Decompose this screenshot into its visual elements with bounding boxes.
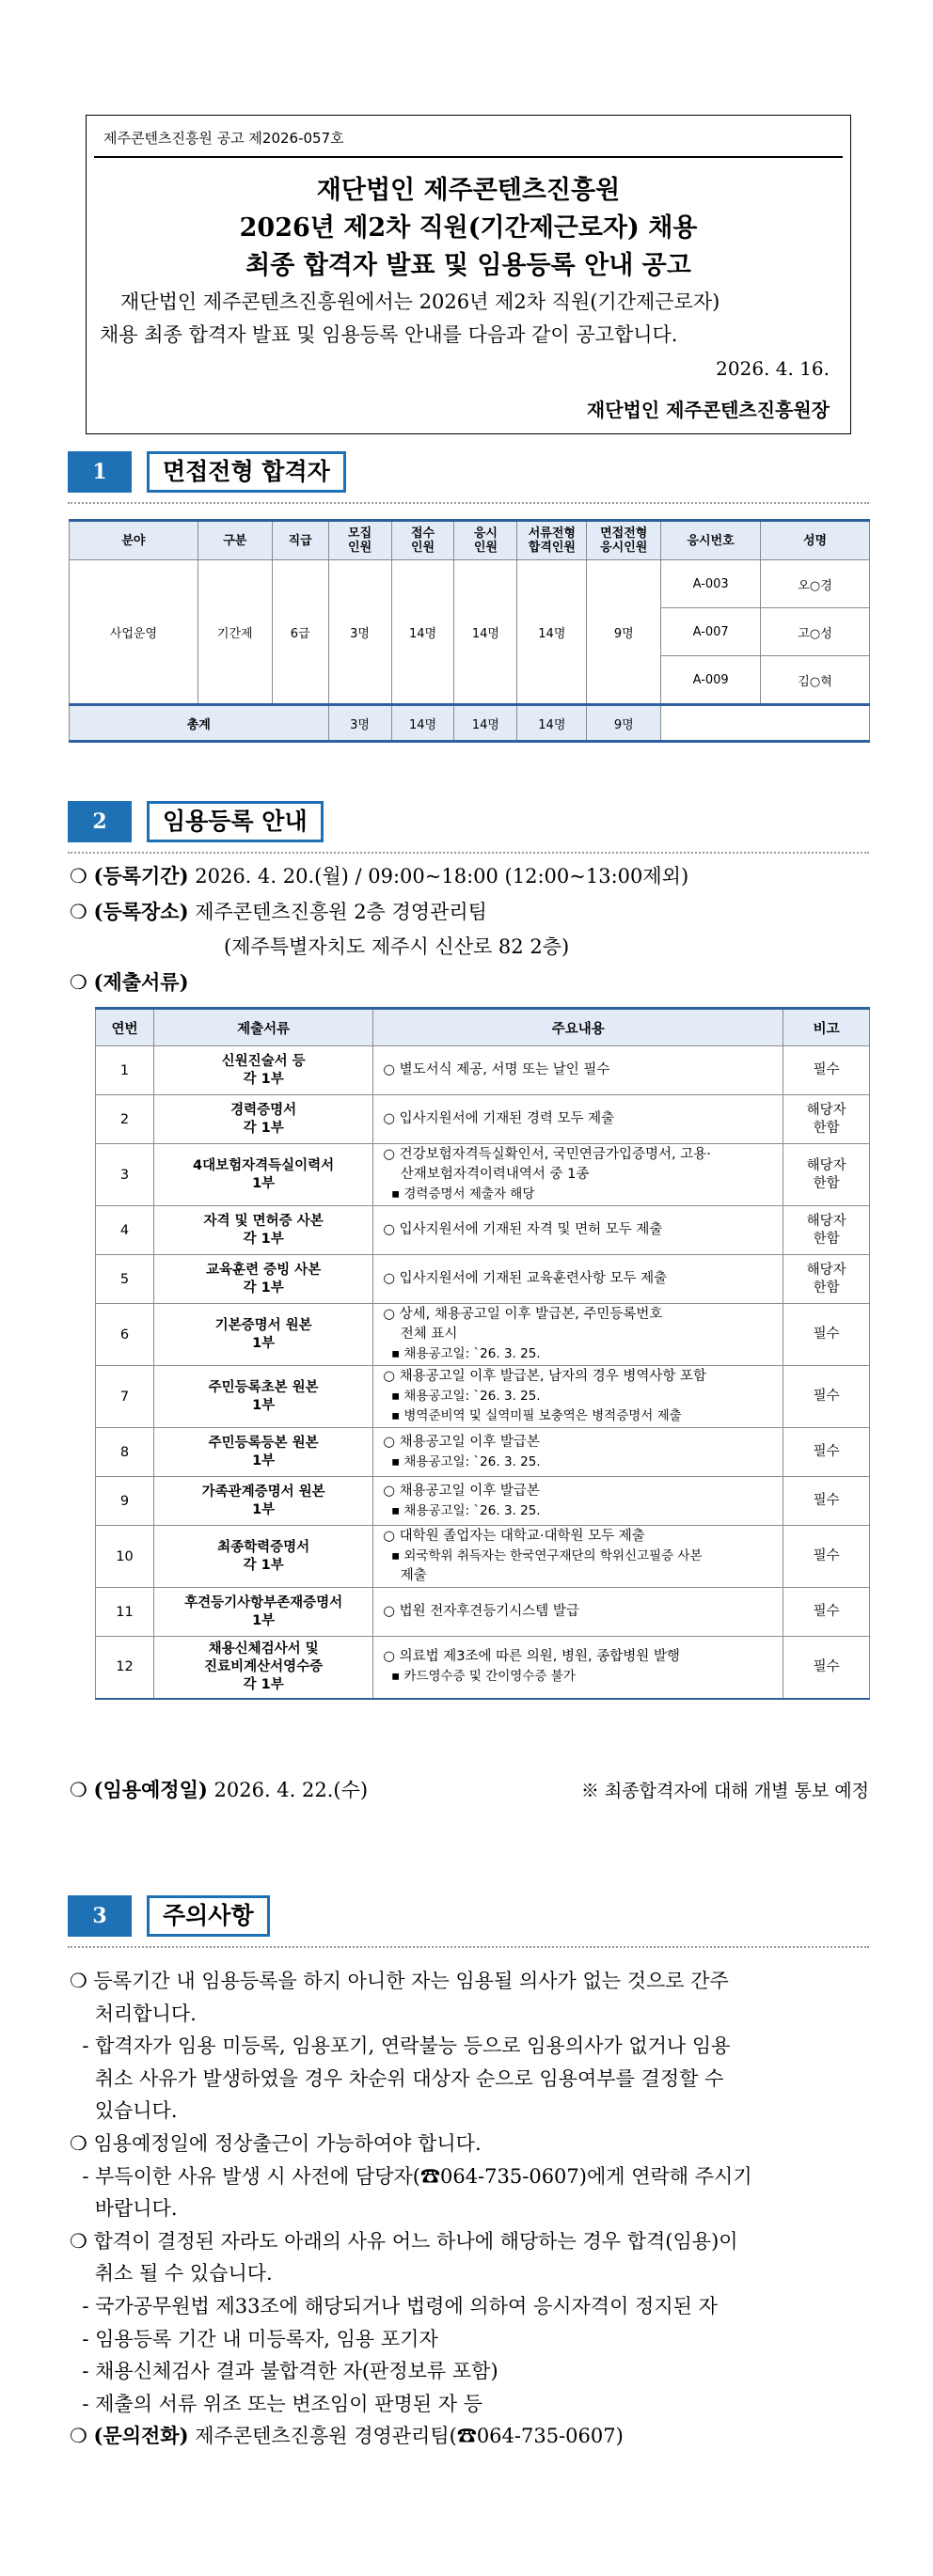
doc-name: 경력증명서 <box>230 1102 297 1118</box>
caution-line: 취소 될 수 있습니다. <box>70 2262 273 2285</box>
doc-content-line: ▪ 채용공고일: `26. 3. 25. <box>383 1502 541 1518</box>
doc-content-line: 제출 <box>383 1568 427 1583</box>
doc-content-cell <box>373 1526 783 1588</box>
section-1-rule <box>68 502 869 504</box>
caution-line: ❍ 임용예정일에 정상출근이 가능하여야 합니다. <box>70 2132 482 2155</box>
total-recruit: 3명 <box>328 705 391 742</box>
cell-field: 사업운영 <box>70 560 198 705</box>
cell-exam-no: A-007 <box>661 608 761 656</box>
doc-note-cell <box>783 1588 870 1637</box>
title-line-3: 최종 합격자 발표 및 임용등록 안내 공고 <box>245 251 691 280</box>
doc-name-cell <box>153 1144 372 1206</box>
doc-quantity: 진료비계산서영수증 각 1부 <box>204 1658 324 1692</box>
doc-content-line: ○ 입사지원서에 기재된 교육훈련사항 모두 제출 <box>383 1271 668 1286</box>
doc-name: 가족관계증명서 원본 <box>201 1484 325 1500</box>
doc-note-cell <box>783 1144 870 1206</box>
doc-name: 4대보험자격득실이력서 <box>193 1157 335 1173</box>
section-3-title: 주의사항 <box>147 1895 270 1937</box>
header-apply-text: 접수 인원 <box>410 526 435 555</box>
doc-quantity: 각 1부 <box>243 1557 284 1573</box>
doc-quantity: 1부 <box>252 1501 276 1517</box>
doc-note: 필수 <box>813 1658 840 1674</box>
contact-label: (문의전화) <box>93 2424 189 2448</box>
table-row <box>96 1095 870 1144</box>
doc-name-cell <box>153 1046 372 1095</box>
doc-note-cell <box>783 1095 870 1144</box>
title-line-1: 재단법인 제주콘텐츠진흥원 <box>316 176 621 205</box>
header-divider <box>94 156 843 158</box>
table-row <box>96 1206 870 1255</box>
doc-note: 한함 <box>813 1175 840 1191</box>
doc-name-cell <box>153 1477 372 1526</box>
doc-note-cell <box>783 1428 870 1477</box>
doc-number: 7 <box>96 1366 154 1428</box>
doc-note: 필수 <box>813 1327 840 1342</box>
doc-content-line: ○ 별도서식 제공, 서명 또는 날인 필수 <box>383 1062 610 1077</box>
header-document: 제출서류 <box>153 1009 372 1046</box>
total-row <box>70 705 870 742</box>
table-row <box>96 1637 870 1699</box>
doc-note: 해당자 <box>806 1157 846 1173</box>
header-doc-pass <box>517 521 587 560</box>
doc-content-line: ○ 의료법 제3조에 따른 의원, 병원, 종합병원 발행 <box>383 1649 680 1665</box>
header-recruit <box>328 521 391 560</box>
doc-content-line: ▪ 채용공고일: `26. 3. 25. <box>383 1453 541 1469</box>
doc-content-cell <box>373 1477 783 1526</box>
issuer-name: 재단법인 제주콘텐츠진흥원장 <box>586 399 830 421</box>
cell-exam-no: A-009 <box>661 656 761 705</box>
total-interview: 9명 <box>587 705 661 742</box>
section-2-title: 임용등록 안내 <box>147 801 324 842</box>
appoint-line: ❍ (임용예정일) 2026. 4. 22.(수) <box>70 1778 369 1801</box>
doc-content-line: ○ 건강보험자격득실확인서, 국민연금가입증명서, 고용· <box>383 1147 711 1162</box>
caution-line: ❍ 합격이 결정된 자라도 아래의 사유 어느 하나에 해당하는 경우 합격(임용)이 <box>70 2229 738 2253</box>
table-row <box>96 1255 870 1304</box>
doc-note-cell <box>783 1206 870 1255</box>
doc-name: 자격 및 면허증 사본 <box>203 1213 324 1229</box>
doc-name: 기본증명서 원본 <box>214 1317 312 1333</box>
appoint-label: (임용예정일) <box>93 1778 208 1801</box>
doc-note: 필수 <box>813 1604 840 1619</box>
required-documents-table <box>95 1007 870 1700</box>
doc-number: 4 <box>96 1206 154 1255</box>
cell-grade: 6급 <box>272 560 328 705</box>
doc-quantity: 각 1부 <box>243 1120 284 1136</box>
table-row <box>96 1304 870 1366</box>
doc-content-line: ▪ 외국학위 취득자는 한국연구재단의 학위신고필증 사본 <box>383 1548 703 1563</box>
doc-note-cell <box>783 1637 870 1699</box>
period-line: ❍ (등록기간) 2026. 4. 20.(월) / 09:00~18:00 (12:00~13:00제외) <box>70 864 689 887</box>
cell-passer-name: 오○경 <box>761 560 870 608</box>
doc-content-cell <box>373 1046 783 1095</box>
doc-quantity: 1부 <box>252 1335 276 1351</box>
total-apply: 14명 <box>391 705 454 742</box>
caution-line: ❍ 등록기간 내 임용등록을 하지 아니한 자는 임용될 의사가 없는 것으로 간주 <box>70 1970 729 1992</box>
caution-line: 취소 사유가 발생하였을 경우 차순위 대상자 순으로 임용여부를 결정할 수 <box>70 2066 724 2090</box>
doc-number: 2 <box>96 1095 154 1144</box>
caution-line: 처리합니다. <box>70 2002 197 2025</box>
doc-note-cell <box>783 1046 870 1095</box>
doc-name: 주민등록등본 원본 <box>208 1435 319 1451</box>
contact-value: 제주콘텐츠진흥원 경영관리팀(☎064-735-0607) <box>195 2425 624 2448</box>
caution-line: - 부득이한 사유 발생 시 사전에 담당자(☎064-735-0607)에게 연락해 주시기 <box>70 2164 752 2188</box>
header-content: 주요내용 <box>373 1009 783 1046</box>
doc-note: 한함 <box>813 1120 840 1136</box>
doc-content-line: ▪ 병역준비역 및 실역미필 보충역은 병적증명서 제출 <box>383 1408 682 1423</box>
doc-name: 신원진술서 등 <box>221 1053 306 1069</box>
doc-name-cell <box>153 1428 372 1477</box>
caution-line: - 제출의 서류 위조 또는 변조임이 판명된 자 등 <box>70 2392 482 2415</box>
table-header-row <box>96 1009 870 1046</box>
cell-exam: 14명 <box>454 560 517 705</box>
table-header-row <box>70 521 870 560</box>
doc-name-cell <box>153 1255 372 1304</box>
doc-quantity: 각 1부 <box>243 1071 284 1087</box>
header-grade: 직급 <box>272 521 328 560</box>
header-exam-no: 응시번호 <box>661 521 761 560</box>
doc-note-cell <box>783 1366 870 1428</box>
header-note: 비고 <box>783 1009 870 1046</box>
table-row <box>96 1588 870 1637</box>
table-row <box>96 1477 870 1526</box>
table-row <box>96 1144 870 1206</box>
section-3-number: 3 <box>68 1895 132 1937</box>
doc-content-cell <box>373 1304 783 1366</box>
doc-number: 12 <box>96 1637 154 1699</box>
doc-number: 5 <box>96 1255 154 1304</box>
section-1-number: 1 <box>68 451 132 493</box>
doc-content-cell <box>373 1637 783 1699</box>
doc-name-cell <box>153 1095 372 1144</box>
doc-name: 교육훈련 증빙 사본 <box>206 1262 322 1278</box>
table-row <box>96 1428 870 1477</box>
cell-recruit: 3명 <box>328 560 391 705</box>
doc-content-cell <box>373 1428 783 1477</box>
caution-line: - 합격자가 임용 미등록, 임용포기, 연락불능 등으로 임용의사가 없거나 임용 <box>70 2034 731 2058</box>
doc-note: 한함 <box>813 1280 840 1296</box>
header-exam-text: 응시 인원 <box>473 526 498 555</box>
total-empty <box>661 705 870 742</box>
doc-number: 6 <box>96 1304 154 1366</box>
doc-name-cell <box>153 1637 372 1699</box>
doc-note: 필수 <box>813 1548 840 1563</box>
doc-name-cell <box>153 1304 372 1366</box>
doc-note: 필수 <box>813 1389 840 1404</box>
doc-content-cell <box>373 1255 783 1304</box>
doc-name-cell <box>153 1526 372 1588</box>
doc-note-cell <box>783 1477 870 1526</box>
doc-quantity: 각 1부 <box>243 1231 284 1247</box>
place-address: (제주특별자치도 제주시 신산로 82 2층) <box>224 935 570 958</box>
table-row <box>96 1526 870 1588</box>
total-exam: 14명 <box>454 705 517 742</box>
doc-content-line: ○ 입사지원서에 기재된 경력 모두 제출 <box>383 1111 615 1126</box>
header-name: 성명 <box>761 521 870 560</box>
table-row <box>96 1046 870 1095</box>
caution-line: - 임용등록 기간 내 미등록자, 임용 포기자 <box>70 2327 438 2350</box>
doc-note: 필수 <box>813 1444 840 1459</box>
doc-content-line: ○ 채용공고일 이후 발급본, 남자의 경우 병역사항 포함 <box>383 1369 707 1384</box>
period-value: 2026. 4. 20.(월) / 09:00~18:00 (12:00~13:00제외) <box>195 865 689 887</box>
doc-note: 해당자 <box>806 1262 846 1278</box>
notice-date: 2026. 4. 16. <box>716 357 830 380</box>
doc-number: 8 <box>96 1428 154 1477</box>
place-value: 제주콘텐츠진흥원 2층 경영관리팀 <box>195 901 487 923</box>
doc-name: 후견등기사항부존재증명서 <box>184 1594 343 1610</box>
doc-name: 주민등록초본 원본 <box>208 1379 319 1395</box>
doc-quantity: 각 1부 <box>243 1280 284 1296</box>
cell-exam-no: A-003 <box>661 560 761 608</box>
doc-content-line: ▪ 카드영수증 및 간이영수증 불가 <box>383 1669 576 1685</box>
total-doc-pass: 14명 <box>517 705 587 742</box>
doc-note: 한함 <box>813 1231 840 1247</box>
doc-number: 10 <box>96 1526 154 1588</box>
doc-content-line: ○ 법원 전자후견등기시스템 발급 <box>383 1604 579 1619</box>
doc-content-cell <box>373 1588 783 1637</box>
cell-interview: 9명 <box>587 560 661 705</box>
doc-number: 9 <box>96 1477 154 1526</box>
section-1-title: 면접전형 합격자 <box>147 451 346 493</box>
doc-content-line: ▪ 채용공고일: `26. 3. 25. <box>383 1389 541 1404</box>
doc-number: 1 <box>96 1046 154 1095</box>
header-exam <box>454 521 517 560</box>
doc-content-line: ○ 입사지원서에 기재된 자격 및 면허 모두 제출 <box>383 1222 663 1237</box>
doc-content-cell <box>373 1206 783 1255</box>
doc-quantity: 1부 <box>252 1397 276 1413</box>
doc-note-cell <box>783 1526 870 1588</box>
caution-line: 있습니다. <box>70 2099 178 2123</box>
header-no: 연번 <box>96 1009 154 1046</box>
doc-number: 3 <box>96 1144 154 1206</box>
header-recruit-text: 모집 인원 <box>348 526 372 555</box>
doc-name-cell <box>153 1588 372 1637</box>
table-row <box>70 560 870 608</box>
doc-note-cell <box>783 1255 870 1304</box>
header-apply <box>391 521 454 560</box>
section-2-number: 2 <box>68 801 132 842</box>
doc-content-cell <box>373 1366 783 1428</box>
cell-type: 기간제 <box>198 560 272 705</box>
doc-note: 필수 <box>813 1062 840 1077</box>
doc-content-line: 전체 표시 <box>383 1327 458 1342</box>
doc-content-line: ○ 상세, 채용공고일 이후 발급본, 주민등록번호 <box>383 1307 663 1322</box>
appoint-note: ※ 최종합격자에 대해 개별 통보 예정 <box>580 1781 869 1801</box>
total-label: 총계 <box>70 705 329 742</box>
doc-name: 최종학력증명서 <box>217 1539 310 1555</box>
doc-content-cell <box>373 1144 783 1206</box>
table-row <box>96 1366 870 1428</box>
doc-content-cell <box>373 1095 783 1144</box>
doc-quantity: 1부 <box>252 1453 276 1469</box>
section-3-rule <box>68 1946 869 1948</box>
header-field: 분야 <box>70 521 198 560</box>
title-line-2: 2026년 제2차 직원(기간제근로자) 채용 <box>239 213 698 243</box>
contact-line: ❍ (문의전화) 제주콘텐츠진흥원 경영관리팀(☎064-735-0607) <box>70 2424 624 2448</box>
intro-line-1: 재단법인 제주콘텐츠진흥원에서는 2026년 제2차 직원(기간제근로자) <box>120 291 720 313</box>
header-type: 구분 <box>198 521 272 560</box>
header-doc-pass-text: 서류전형 합격인원 <box>528 526 576 555</box>
doc-note: 필수 <box>813 1493 840 1508</box>
doc-note-cell <box>783 1304 870 1366</box>
caution-line: - 국가공무원법 제33조에 해당되거나 법령에 의하여 응시자격이 정지된 자 <box>70 2295 718 2317</box>
caution-line: - 채용신체검사 결과 불합격한 자(판정보류 포함) <box>70 2360 498 2383</box>
header-interview <box>587 521 661 560</box>
intro-line-2: 채용 최종 합격자 발표 및 임용등록 안내를 다음과 같이 공고합니다. <box>100 323 678 346</box>
doc-content-line: ○ 채용공고일 이후 발급본 <box>383 1434 540 1450</box>
period-label: (등록기간) <box>93 864 189 887</box>
cell-doc-pass: 14명 <box>517 560 587 705</box>
doc-note: 해당자 <box>806 1213 846 1229</box>
caution-line: 바랍니다. <box>70 2197 178 2221</box>
doc-content-line: ○ 채용공고일 이후 발급본 <box>383 1483 540 1499</box>
doc-content-line: ○ 대학원 졸업자는 대학교·대학원 모두 제출 <box>383 1529 645 1544</box>
doc-quantity: 1부 <box>252 1612 276 1628</box>
doc-number: 11 <box>96 1588 154 1637</box>
interview-passers-table <box>69 519 870 743</box>
header-interview-text: 면접전형 응시인원 <box>600 526 648 555</box>
place-line: ❍ (등록장소) 제주콘텐츠진흥원 2층 경영관리팀 <box>70 900 487 923</box>
doc-content-line: 산재보험자격이력내역서 중 1종 <box>383 1167 590 1182</box>
docs-label: (제출서류) <box>93 970 189 994</box>
place-label: (등록장소) <box>93 900 189 923</box>
cell-apply: 14명 <box>391 560 454 705</box>
doc-note: 해당자 <box>806 1102 846 1118</box>
docs-line: ❍ (제출서류) <box>70 970 189 994</box>
doc-name-cell <box>153 1206 372 1255</box>
notice-number: 제주콘텐츠진흥원 공고 제2026-057호 <box>103 130 344 147</box>
cell-passer-name: 고○성 <box>761 608 870 656</box>
doc-content-line: ▪ 경력증명서 제출자 해당 <box>383 1186 535 1202</box>
doc-name: 채용신체검사서 및 <box>208 1641 319 1657</box>
doc-quantity: 1부 <box>252 1175 276 1191</box>
appoint-date: 2026. 4. 22.(수) <box>213 1779 369 1801</box>
doc-content-line: ▪ 채용공고일: `26. 3. 25. <box>383 1346 541 1361</box>
cell-passer-name: 김○혁 <box>761 656 870 705</box>
section-2-rule <box>68 852 869 854</box>
doc-name-cell <box>153 1366 372 1428</box>
